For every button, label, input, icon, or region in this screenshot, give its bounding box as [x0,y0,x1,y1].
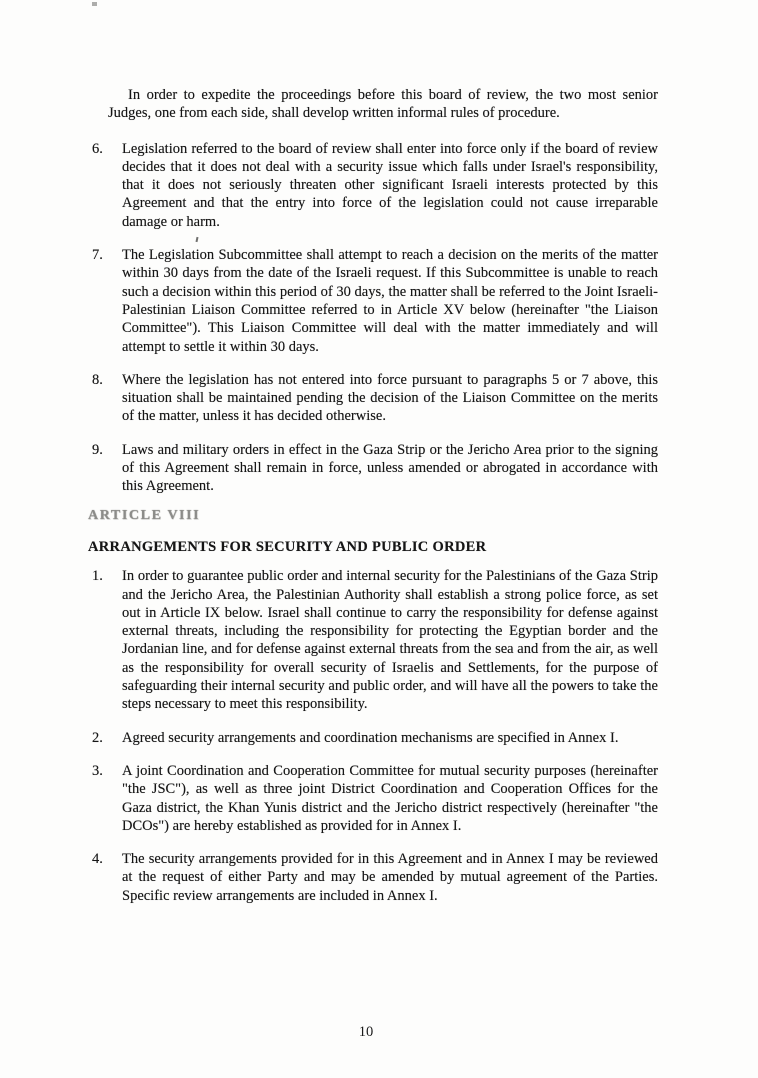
list-item [88,762,658,835]
list-item [88,371,658,426]
item-text: In order to guarantee public order and internal security for the Palestinians of the Gaza Strip and the Jericho Area, the Palestinian Authority shall establish a strong police force, as set out in Article IX below. Israel shall continue to carry the responsibility for defense against external threats, including the responsibility for protecting the Egyptian border and the Jordanian line, and for defense against external threats from the sea and from the air, as well as the responsibility for overall security of Israelis and Settlements, for the purpose of safeguarding their internal security and public order, and will have all the powers to take the steps necessary to meet this responsibility. [122,568,658,713]
section-heading: ARRANGEMENTS FOR SECURITY AND PUBLIC ORDER [88,538,487,555]
item-number: 8. [92,371,103,388]
item-number: 2. [92,729,103,746]
continuation-paragraph: In order to expedite the proceedings before this board of review, the two most senior Judges, one from each side, shall develop written informal rules of procedure. [108,87,658,122]
item-text: The Legislation Subcommittee shall attempt to reach a decision on the merits of the matter within 30 days from the date of the Israeli request. If this Subcommittee is unable to reach such a decision within this period of 30 days, the matter shall be referred to the Joint Israeli-Palestinian Liaison Committee referred to in Article XV below (hereinafter "the Liaison Committee"). This Liaison Committee will deal with the matter immediately and will attempt to settle it within 30 days. [122,247,658,355]
list-item [88,441,658,496]
list-item [88,246,658,356]
article-heading: ARTICLE VIII [88,507,201,523]
item-number: 3. [92,762,103,779]
item-text: Laws and military orders in effect in the Gaza Strip or the Jericho Area prior to the signing of this Agreement shall remain in force, unless amended or abrogated in accordance with this Agreement. [122,441,658,495]
item-number: 1. [92,568,103,585]
item-text: Legislation referred to the board of review shall enter into force only if the board of review decides that it does not deal with a security issue which falls under Israel's responsibility, that it does not seriously threaten other significant Israeli interests protected by this Agreement and that the entry into force of the legislation could not cause irreparable damage or harm. [122,140,658,230]
list-item [88,729,658,747]
list-item [88,850,658,905]
list-item [88,140,658,231]
page-number: 10 [358,1024,374,1040]
item-text: Agreed security arrangements and coordination mechanisms are specified in Annex I. [122,729,619,746]
item-number: 9. [92,441,103,458]
item-text: The security arrangements provided for in this Agreement and in Annex I may be reviewed at the request of either Party and may be amended by mutual agreement of the Parties. Specific review arrangements are included in Annex I. [122,851,658,904]
item-number: 7. [92,247,103,264]
scan-artifact [92,2,97,6]
item-text: Where the legislation has not entered into force pursuant to paragraphs 5 or 7 above, this situation shall be maintained pending the decision of the Liaison Committee on the merits of the matter, unless it has decided otherwise. [122,371,658,425]
item-number: 4. [92,851,103,868]
item-text: A joint Coordination and Cooperation Committee for mutual security purposes (hereinafter "the JSC"), as well as three joint District Coordination and Cooperation Offices for the Gaza district, the Khan Yunis district and the Jericho district respectively (hereinafter "the DCOs") are hereby established as provided for in Annex I. [122,762,658,834]
list-item [88,567,658,713]
item-number: 6. [92,140,103,157]
document-content [88,86,658,920]
